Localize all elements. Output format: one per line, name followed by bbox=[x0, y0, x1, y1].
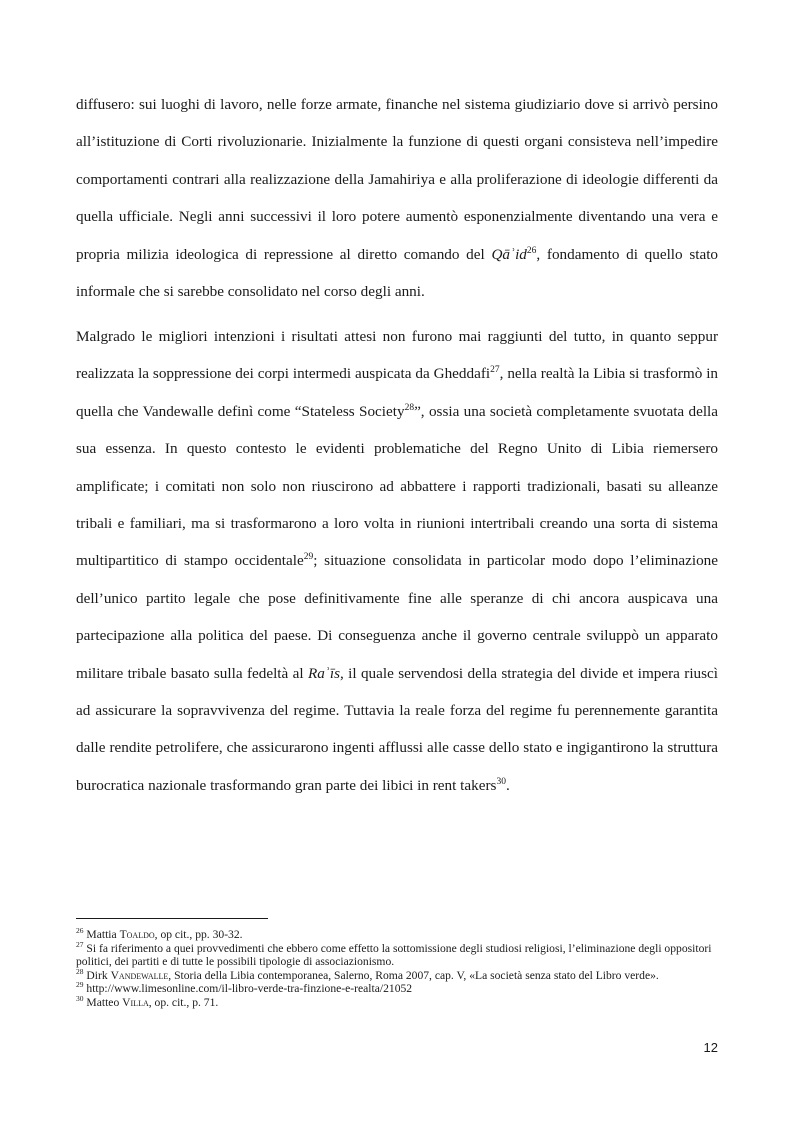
footnote-ref: 26 bbox=[526, 245, 537, 256]
page-number: 12 bbox=[703, 1040, 718, 1055]
author-surname: Vandewalle bbox=[110, 968, 169, 982]
footnote-ref: 28 bbox=[404, 402, 415, 413]
text-run: , op cit., pp. 30-32. bbox=[154, 928, 243, 941]
text-run: . bbox=[505, 776, 510, 794]
footnote-ref: 29 bbox=[76, 980, 84, 990]
footnote-27 bbox=[76, 939, 718, 969]
author-surname: Villa bbox=[122, 995, 149, 1009]
footnote-30 bbox=[76, 996, 718, 1010]
text-run: ; situazione consolidata in particolar modo dopo l’eliminazione dell’unico partito legale che pose definitivamente fine alle speranze di chi ancora auspicava una partecipazione alla politica del paese. Di conseguenza anche il governo centrale sviluppò un apparato militare tribale basato sulla fedeltà al bbox=[76, 552, 718, 682]
footnote-ref: 27 bbox=[76, 939, 84, 949]
text-run: , fondamento di quello stato informale che si sarebbe consolidato nel corso degli anni. bbox=[76, 245, 719, 301]
footnote-29 bbox=[76, 982, 718, 996]
text-run: http://www.limesonline.com/il-libro-verde-tra-finzione-e-realta/21052 bbox=[83, 982, 413, 996]
footnote-ref: 26 bbox=[76, 926, 84, 936]
italic-term: Qāʾid bbox=[491, 245, 527, 263]
author-surname: Toaldo bbox=[119, 928, 155, 941]
text-run: diffusero: sui luoghi di lavoro, nelle forze armate, finanche nel sistema giudiziario dove si arrivò persino all’istituzione di Corti rivoluzionarie. Inizialmente la funzione di questi organi consisteva nell’impedire comportamenti contrari alla realizzazione della Jamahiriya e alla proliferazione di ideologie differenti da quella ufficiale. Negli anni successivi il loro potere aumentò esponenzialmente diventando una vera e propria milizia ideologica di repressione al diretto comando del bbox=[76, 96, 718, 263]
footnote-ref: 28 bbox=[76, 966, 84, 976]
footnote-ref: 29 bbox=[303, 552, 314, 563]
footnotes bbox=[76, 928, 718, 1010]
footnote-ref: 30 bbox=[76, 994, 84, 1004]
text-run: Malgrado le migliori intenzioni i risultati attesi non furono mai raggiunti del tutto, in quanto seppur realizzata la soppressione dei corpi intermedi auspicata da Gheddafi bbox=[76, 328, 718, 383]
body-paragraph-2 bbox=[76, 318, 718, 804]
footnote-26 bbox=[76, 928, 718, 942]
text-run: , nella realtà la Libia si trasformò in quella che Vandewalle definì come “Stateless Society bbox=[76, 365, 719, 420]
text-run: , Storia della Libia contemporanea, Salerno, Roma 2007, cap. V, «La società senza stato del Libro verde». bbox=[168, 968, 659, 982]
text-run: ”, ossia una società completamente svuotata della sua essenza. In questo contesto le evidenti problematiche del Regno Unito di Libia riemersero amplificate; i comitati non solo non riuscirono ad abbattere i rapporti tradizionali, basati su alleanze tribali e familiari, ma si trasformarono a loro volta in riunioni intertribali creando una sorta di sistema multipartitico di stampo occidentale bbox=[76, 402, 719, 570]
footnote-ref: 30 bbox=[496, 776, 506, 787]
text-run: Mattia bbox=[83, 928, 120, 941]
text-run: , il quale servendosi della strategia del divide et impera riuscì ad assicurare la sopravvivenza del regime. Tuttavia la reale forza del regime fu perennemente garantita dalle rendite petrolifere, che assicurarono ingenti afflussi alle casse dello stato e ingigantirono la struttura burocratica nazionale trasformando gran parte dei libici in rent takers bbox=[76, 664, 719, 794]
footnote-separator bbox=[76, 918, 268, 919]
text-run: , op. cit., p. 71. bbox=[148, 995, 219, 1009]
text-run: Dirk bbox=[83, 968, 111, 982]
text-run: Matteo bbox=[83, 995, 123, 1009]
text-run: Si fa riferimento a quei provvedimenti che ebbero come effetto la sottomissione degli studiosi religiosi, l’eliminazione degli oppositori politici, dei partiti e di tutte le possibili tipologie di associazionismo. bbox=[76, 941, 712, 969]
footnote-ref: 27 bbox=[490, 365, 500, 376]
footnote-28 bbox=[76, 966, 718, 983]
body-paragraph-1 bbox=[76, 86, 718, 310]
italic-term: Raʾīs bbox=[307, 664, 340, 682]
